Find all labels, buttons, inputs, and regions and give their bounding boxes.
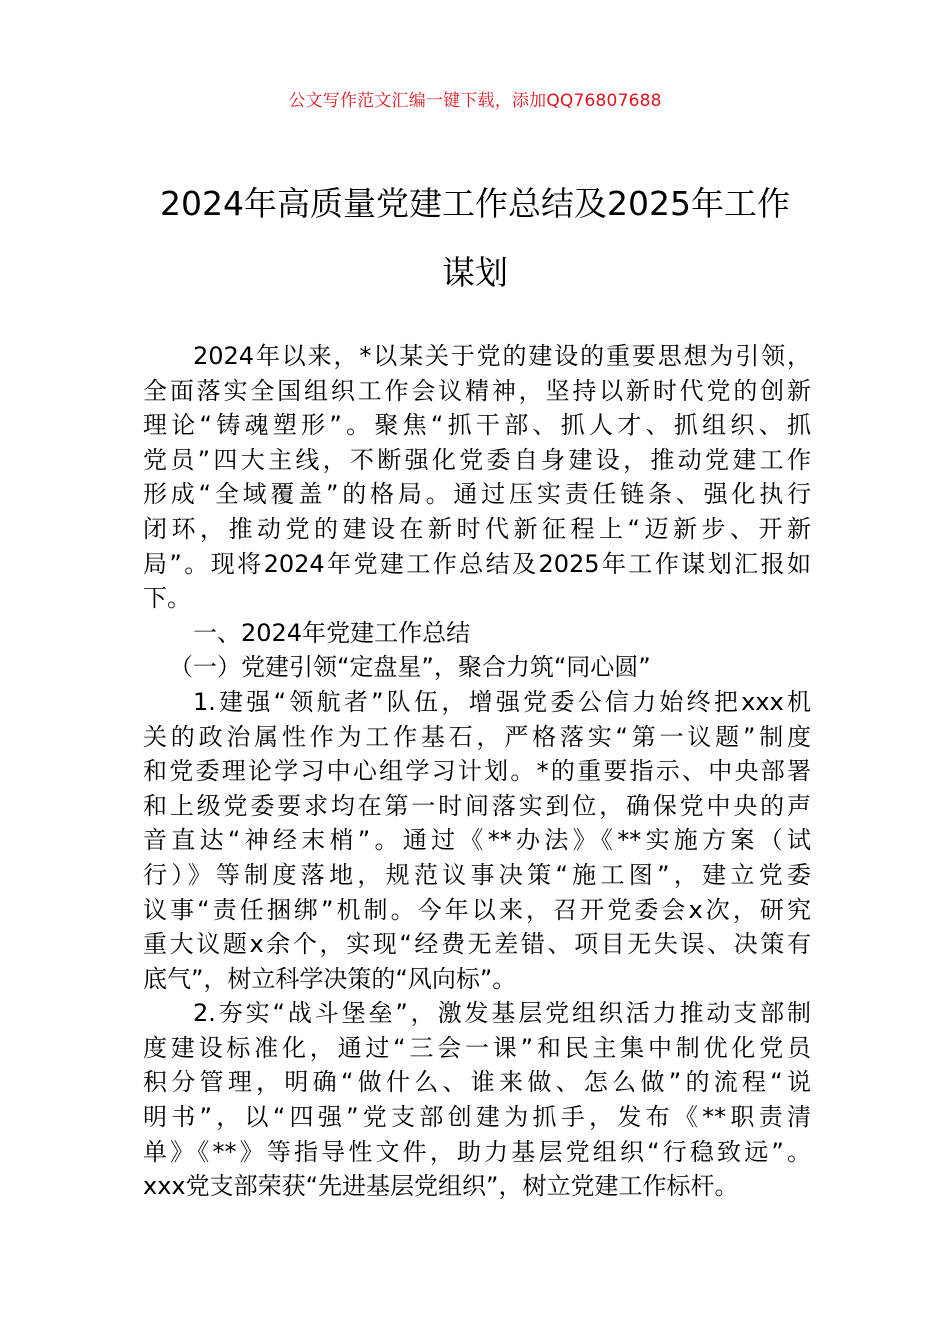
text-line: 重大议题x余个，实现“经费无差错、项目无失误、决策有 [143, 930, 811, 959]
text-line: 理论“铸魂塑形”。聚焦“抓干部、抓人才、抓组织、抓 [143, 411, 811, 440]
subsection-heading-1 [143, 650, 811, 685]
text-line: 全面落实全国组织工作会议精神，坚持以新时代党的创新 [143, 376, 811, 405]
text-line: 度建设标准化，通过“三会一课”和民主集中制优化党员 [143, 1033, 811, 1062]
heading-text: 一、2024年党建工作总结 [193, 618, 471, 647]
download-banner: 公文写作范文汇编一键下载，添加QQ76807688 [288, 91, 662, 111]
heading-text: （一）党建引领“定盘星”，聚合力筑“同心圆” [169, 653, 651, 682]
document-body [143, 339, 811, 1204]
text-line: 关的政治属性作为工作基石，严格落实“第一议题”制度 [143, 722, 811, 751]
text-line: 1.建强“领航者”队伍，增强党委公信力始终把xxx机 [193, 687, 811, 716]
text-line: 和党委理论学习中心组学习计划。*的重要指示、中央部署 [143, 757, 811, 786]
text-line: 积分管理，明确“做什么、谁来做、怎么做”的流程“说 [143, 1068, 811, 1097]
document-title-line-1: 2024年高质量党建工作总结及2025年工作 [160, 184, 790, 223]
intro-paragraph [143, 339, 811, 616]
text-line: 明书”，以“四强”党支部创建为抓手，发布《**职责清 [143, 1103, 811, 1132]
text-line: 局”。现将2024年党建工作总结及2025年工作谋划汇报如 [143, 549, 811, 578]
item-paragraph-2 [143, 996, 811, 1204]
text-line: 议事“责任捆绑”机制。今年以来，召开党委会x次，研究 [143, 895, 811, 924]
text-line: 音直达“神经末梢”。通过《**办法》《**实施方案（试 [143, 826, 811, 855]
text-line: 单》《**》等指导性文件，助力基层党组织“行稳致远”。 [143, 1137, 811, 1166]
text-line: xxx党支部荣获“先进基层党组织”，树立党建工作标杆。 [143, 1172, 739, 1201]
text-line: 闭环，推动党的建设在新时代新征程上“迈新步、开新 [143, 514, 811, 543]
section-heading-1 [143, 616, 811, 651]
text-line: 党员”四大主线，不断强化党委自身建设，推动党建工作 [143, 445, 811, 474]
document-title-line-2: 谋划 [442, 253, 508, 292]
text-line: 2.夯实“战斗堡垒”，激发基层党组织活力推动支部制 [193, 999, 811, 1028]
text-line: 底气”，树立科学决策的“风向标”。 [143, 964, 517, 993]
text-line: 形成“全域覆盖”的格局。通过压实责任链条、强化执行 [143, 480, 811, 509]
text-line: 和上级党委要求均在第一时间落实到位，确保党中央的声 [143, 791, 811, 820]
item-paragraph-1 [143, 685, 811, 996]
text-line: 2024年以来，*以某关于党的建设的重要思想为引领， [193, 342, 811, 370]
text-line: 行）》等制度落地，规范议事决策“施工图”，建立党委 [143, 860, 811, 889]
text-line: 下。 [143, 584, 191, 613]
